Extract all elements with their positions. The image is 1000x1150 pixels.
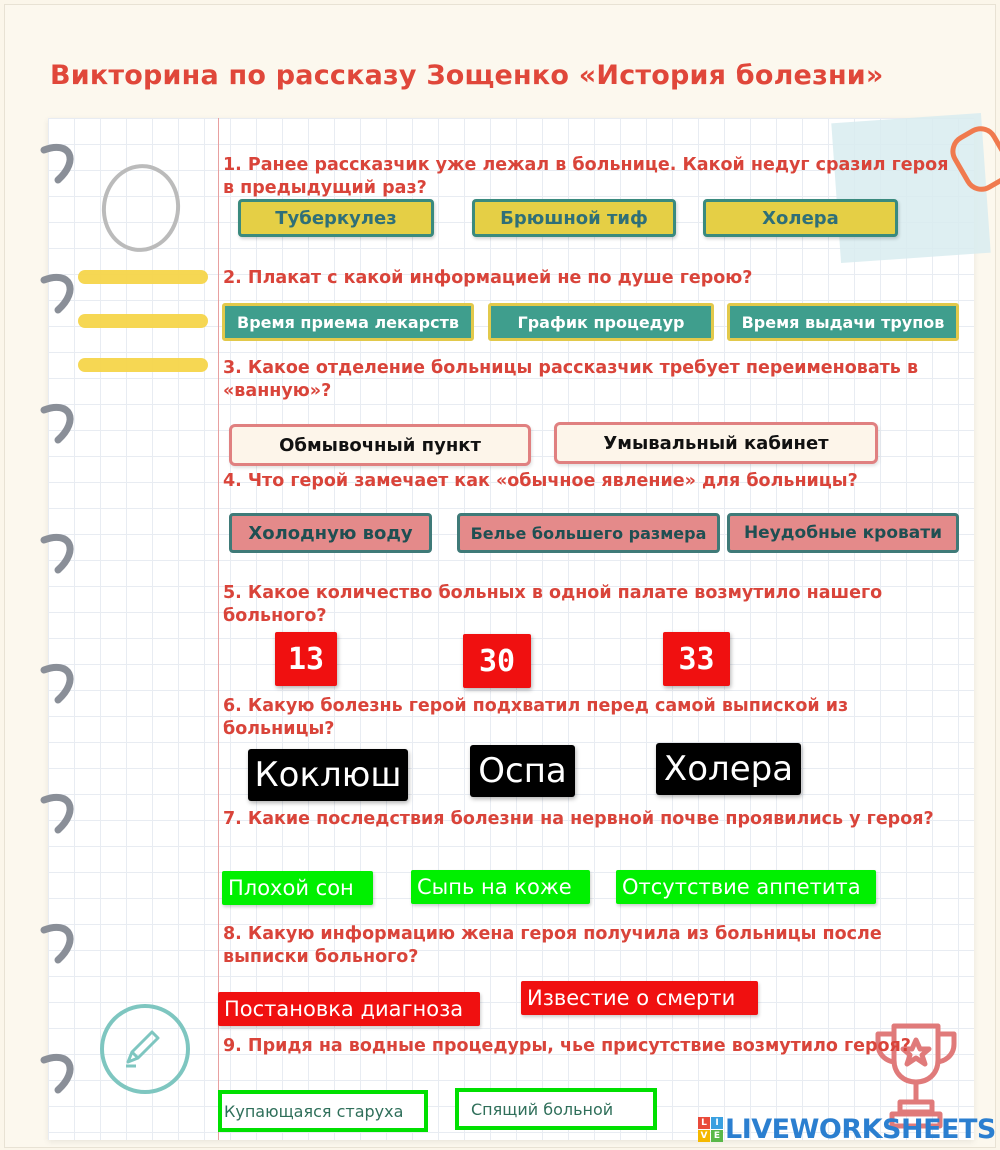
- answer-7-3[interactable]: Отсутствие аппетита: [616, 870, 876, 904]
- answer-4-1[interactable]: Холодную воду: [229, 513, 432, 553]
- answer-8-1[interactable]: Постановка диагноза: [218, 992, 480, 1026]
- answer-9-2[interactable]: Спящий больной: [455, 1088, 657, 1130]
- question-6: 6. Какую болезнь герой подхватил перед самой выпиской из больницы?: [223, 696, 849, 739]
- question-9: 9. Придя на водные процедуры, чье присутствие возмутило героя?: [223, 1036, 911, 1056]
- answer-4-3[interactable]: Неудобные кровати: [727, 513, 959, 553]
- answer-5-3[interactable]: 33: [663, 632, 730, 686]
- answer-2-2[interactable]: График процедур: [488, 303, 714, 341]
- answer-6-1[interactable]: Коклюш: [248, 749, 408, 801]
- answer-7-2[interactable]: Сыпь на коже: [411, 870, 590, 904]
- answer-7-1[interactable]: Плохой сон: [222, 871, 373, 905]
- page-title: Викторина по рассказу Зощенко «История болезни»: [50, 60, 884, 91]
- question-2: 2. Плакат с какой информацией не по душе герою?: [223, 268, 753, 288]
- answer-6-3[interactable]: Холера: [656, 743, 801, 795]
- question-7: 7. Какие последствия болезни на нервной почве проявились у героя?: [223, 809, 934, 829]
- margin-line: [218, 118, 219, 1140]
- pen-icon: [118, 1022, 168, 1072]
- question-4: 4. Что герой замечает как «обычное явление» для больницы?: [223, 471, 858, 491]
- logo-blocks-icon: L I V E: [698, 1117, 723, 1142]
- yellow-stroke: [78, 270, 208, 284]
- yellow-stroke: [78, 314, 208, 328]
- answer-6-2[interactable]: Оспа: [470, 745, 575, 797]
- answer-3-2[interactable]: Умывальный кабинет: [554, 422, 878, 464]
- answer-2-3[interactable]: Время выдачи трупов: [727, 303, 959, 341]
- answer-1-3[interactable]: Холера: [703, 199, 898, 237]
- question-8: 8. Какую информацию жена героя получила из больницы после выписки больного?: [223, 924, 882, 967]
- answer-1-2[interactable]: Брюшной тиф: [472, 199, 676, 237]
- liveworksheets-logo: [698, 1112, 996, 1146]
- answer-5-1[interactable]: 13: [275, 632, 337, 686]
- logo-text: LIVEWORKSHEETS: [725, 1113, 996, 1145]
- question-5: 5. Какое количество больных в одной палате возмутило нашего больного?: [223, 583, 883, 626]
- question-1: 1. Ранее рассказчик уже лежал в больнице. Какой недуг сразил героя в предыдущий раз?: [223, 155, 949, 198]
- answer-1-1[interactable]: Туберкулез: [238, 199, 434, 237]
- yellow-stroke: [78, 358, 208, 372]
- answer-4-2[interactable]: Белье большего размера: [457, 513, 720, 553]
- question-3: 3. Какое отделение больницы рассказчик требует переименовать в «ванную»?: [223, 358, 919, 401]
- answer-3-1[interactable]: Обмывочный пункт: [229, 424, 531, 466]
- answer-5-2[interactable]: 30: [463, 634, 531, 688]
- answer-2-1[interactable]: Время приема лекарств: [222, 303, 474, 341]
- answer-8-2[interactable]: Известие о смерти: [521, 981, 758, 1015]
- answer-9-1[interactable]: Купающаяся старуха: [218, 1090, 428, 1132]
